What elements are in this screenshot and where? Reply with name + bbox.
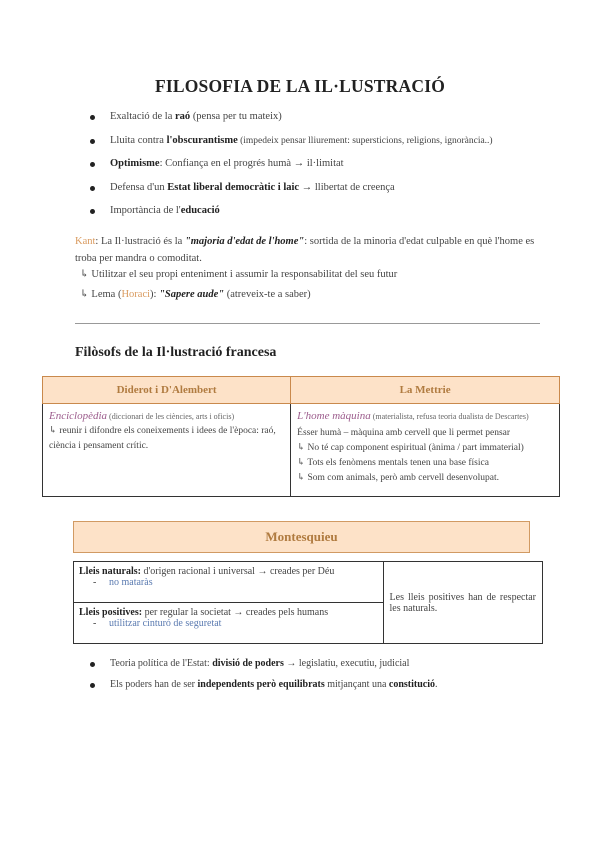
cell-mettrie: L'home màquina (materialista, refusa teoria dualista de Descartes) Ésser humà – màquina amb cervell que li permet pensar ↳ No té cap component espiritual (ànima / part immaterial) ↳ Tots els fenòmens mentals tenen una base física ↳ Som com animals, però amb cervell desenvolupat.	[291, 404, 560, 497]
philosophers-table	[42, 376, 560, 497]
kant-quote: "majoria d'edat de l'home"	[184, 236, 305, 247]
list-item: Teoria política de l'Estat: divisió de poders → legislatiu, executiu, judicial	[90, 657, 438, 678]
list-item: Els poders han de ser independents però equilibrats mitjançant una constitució.	[90, 678, 438, 699]
header-diderot: Diderot i D'Alembert	[43, 377, 291, 404]
kant-sub-1: ↳ Utilitzar el seu propi enteniment i assumir la responsabilitat del seu futur	[80, 269, 398, 280]
header-mettrie: La Mettrie	[291, 377, 560, 404]
list-item: Lluita contra l'obscurantisme (impedeix pensar lliurement: supersticions, religions, ignorància..)	[90, 134, 493, 158]
divider	[75, 323, 540, 324]
kant-sub-2: ↳ Lema (Horaci): "Sapere aude" (atreveix-te a saber)	[80, 289, 311, 300]
list-item: Defensa d'un Estat liberal democràtic i laic → llibertat de creença	[90, 181, 493, 205]
cell-laws-relation: Les lleis positives han de respectar les naturals.	[383, 562, 542, 644]
list-item: Importància de l'educació	[90, 204, 493, 228]
cell-diderot: Enciclopèdia (diccionari de les ciències, arts i oficis) ↳ reunir i difondre els coneixements i idees de l'època: raó, ciència i pensament crític.	[43, 404, 291, 497]
cell-positive-laws: Lleis positives: per regular la societat → creades pels humans - utilitzar cinturó de seguretat	[74, 603, 384, 644]
montesquieu-table	[73, 561, 543, 644]
montesquieu-bullet-list	[90, 657, 438, 699]
list-item: Optimisme: Confiança en el progrés humà → il·limitat	[90, 157, 493, 181]
page-title: FILOSOFIA DE LA IL·LUSTRACIÓ	[154, 76, 446, 96]
main-bullet-list	[90, 110, 493, 228]
kant-paragraph: Kant: La Il·lustració és la "majoria d'edat de l'home": sortida de la minoria d'edat culpable en què l'home es troba per mandra o comoditat.	[75, 236, 535, 264]
montesquieu-header: Montesquieu	[73, 521, 530, 553]
kant-name: Kant	[75, 236, 96, 247]
section-title: Filòsofs de la Il·lustració francesa	[75, 345, 277, 360]
cell-natural-laws: Lleis naturals: d'origen racional i universal → creades per Déu - no mataràs	[74, 562, 384, 603]
list-item: Exaltació de la raó (pensa per tu mateix)	[90, 110, 493, 134]
